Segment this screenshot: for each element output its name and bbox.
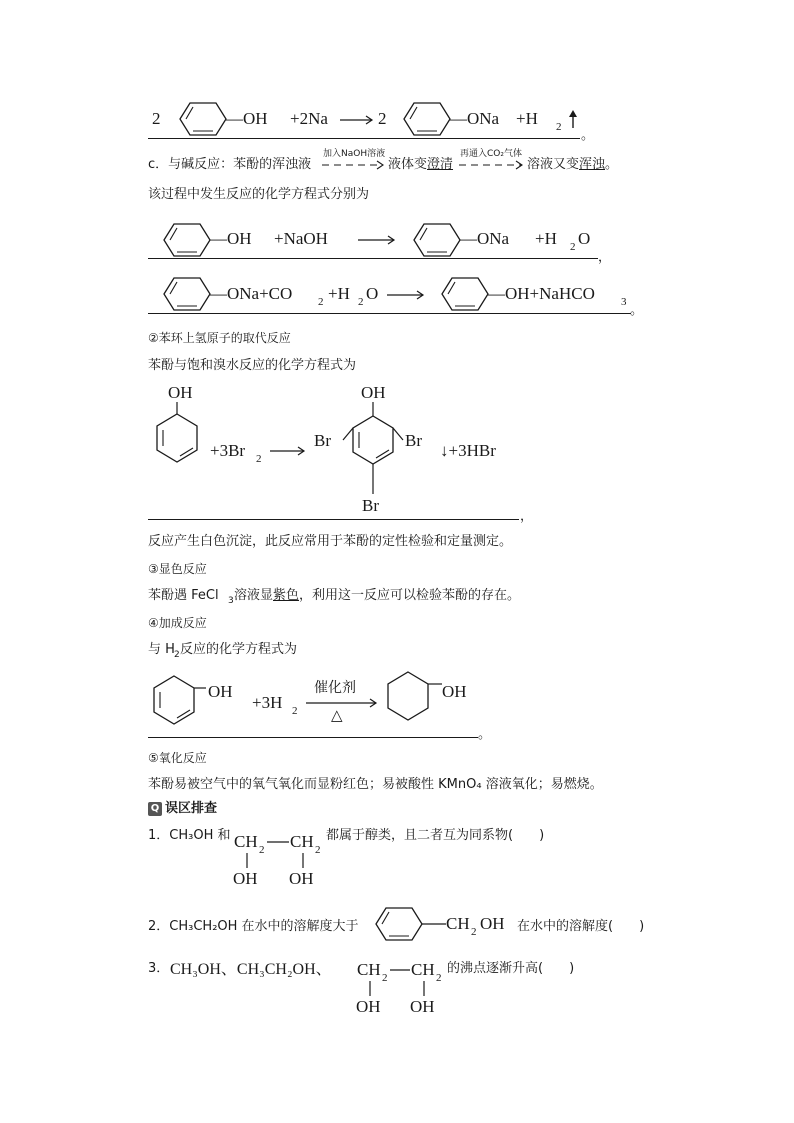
arrow-condition: 再通入CO₂气体	[460, 149, 522, 159]
bond-vertical-icon	[369, 981, 429, 997]
bond-vertical-icon	[246, 853, 306, 869]
formula-ch2: CH	[234, 832, 258, 851]
hydroxyl-label: OH	[168, 383, 193, 402]
question-text: 1．CH₃OH 和	[148, 828, 231, 843]
benzene-ring-icon	[370, 906, 450, 942]
addition-intro-text: 反应的化学方程式为	[180, 642, 298, 657]
section-heading-oxidation: ⑤氧化反应	[148, 751, 207, 765]
equation-intro: 该过程中发生反应的化学方程式分别为	[148, 187, 370, 202]
benzene-ring-icon	[434, 276, 494, 312]
hydroxyl-group: —OH	[210, 229, 252, 248]
answer-underline	[148, 737, 478, 738]
hydroxyl-group: —OH	[226, 109, 268, 128]
subscript: 2	[382, 972, 388, 984]
subscript: 2	[358, 296, 364, 308]
subscript: 2	[556, 121, 562, 133]
color-text: 溶液显	[234, 588, 274, 603]
hydroxyl-label: OH	[233, 869, 258, 888]
section-heading-substitution: ②苯环上氢原子的取代反应	[148, 331, 291, 345]
answer-underline	[148, 519, 519, 520]
water-product: +H	[535, 229, 557, 248]
color-text: ，利用这一反应可以检验苯酚的存在。	[299, 588, 521, 603]
hydroxyl-label: OH	[208, 682, 233, 701]
reagent-bromine: +3Br	[210, 441, 246, 460]
observation: 溶液又变	[527, 157, 580, 172]
formula-ch2oh: CH	[446, 914, 470, 933]
section-heading-color: ③显色反应	[148, 562, 207, 576]
formula-alcohols: CH₃OH、CH₃CH₂OH、	[170, 961, 332, 978]
sodium-phenoxide-group: —ONa	[460, 229, 510, 248]
review-heading: 误区排查	[165, 801, 218, 816]
section-heading-addition: ④加成反应	[148, 616, 207, 630]
formula-ch2: CH	[357, 960, 381, 979]
answer-turbid: 浑浊	[579, 157, 606, 172]
formula-ch2oh: OH	[480, 914, 505, 933]
answer-underline	[148, 258, 598, 259]
question-number: 3．	[148, 961, 170, 976]
arrow-right-icon	[340, 116, 374, 124]
benzene-ring-icon	[406, 222, 466, 258]
punctuation: ，	[598, 250, 612, 265]
coefficient: 2	[378, 109, 387, 128]
coefficient: 2	[152, 109, 161, 128]
oxidation-text: 苯酚易被空气中的氧气氧化而显粉红色；易被酸性 KMnO₄ 溶液氧化；易燃烧。	[148, 777, 603, 792]
hydrogen-product: +H	[516, 109, 538, 128]
formula-ch2: CH	[411, 960, 435, 979]
precipitate-and-hbr: ↓+3HBr	[440, 441, 496, 460]
subscript: 2	[436, 972, 442, 984]
tribromophenol-structure-icon	[333, 402, 413, 498]
alkali-prefix: c．与碱反应：苯酚的浑浊液	[148, 157, 312, 172]
reactants: O	[366, 284, 379, 303]
arrow-right-icon	[387, 291, 425, 299]
hydroxyl-label: OH	[356, 997, 381, 1016]
heat-symbol: △	[331, 706, 343, 724]
hydroxyl-label: OH	[410, 997, 435, 1016]
products: —OH+NaHCO	[488, 284, 595, 303]
reagent: +NaOH	[274, 229, 328, 248]
substitution-note: 反应产生白色沉淀，此反应常用于苯酚的定性检验和定量测定。	[148, 534, 513, 549]
water-product: O	[578, 229, 591, 248]
answer-underline	[148, 313, 631, 314]
hydroxyl-label: OH	[442, 682, 467, 701]
arrow-right-icon	[358, 236, 396, 244]
subscript: 2	[174, 650, 180, 660]
question-text: 的沸点逐渐升高( )	[447, 961, 575, 976]
benzene-ring-icon	[156, 222, 216, 258]
punctuation: ，	[520, 509, 534, 524]
arrow-right-icon	[270, 447, 306, 455]
reagent: +2Na	[290, 109, 328, 128]
answer-underline	[148, 138, 580, 139]
question-text: 2．CH₃CH₂OH 在水中的溶解度大于	[148, 919, 359, 934]
observation: 液体变	[388, 157, 428, 172]
bond-line-icon	[390, 969, 410, 971]
hydroxyl-label: OH	[289, 869, 314, 888]
reactants: —ONa+CO	[210, 284, 293, 303]
cyclohexane-ring-icon	[384, 668, 448, 732]
arrow-condition: 加入NaOH溶液	[323, 149, 386, 159]
question-badge-icon: Q	[148, 802, 162, 816]
punctuation: 。	[605, 157, 619, 172]
subscript: 3	[228, 596, 234, 606]
color-text: 苯酚遇 FeCl	[148, 588, 219, 603]
phenol-structure-icon	[148, 672, 208, 734]
subscript: 2	[292, 705, 298, 717]
benzene-ring-icon	[156, 276, 216, 312]
benzene-ring-icon	[396, 101, 456, 137]
question-text: 在水中的溶解度( )	[517, 919, 645, 934]
question-text: 都属于醇类，且二者互为同系物( )	[326, 828, 545, 843]
subscript: 2	[570, 241, 576, 253]
answer-purple: 紫色	[273, 588, 300, 603]
subscript: 2	[259, 844, 265, 856]
phenol-structure-icon	[155, 402, 201, 474]
bromo-label: Br	[314, 431, 331, 450]
answer-clear: 澄清	[427, 157, 454, 172]
bromo-label: Br	[362, 496, 379, 515]
formula-ch2: CH	[290, 832, 314, 851]
punctuation: 。	[581, 128, 595, 143]
subscript: 2	[318, 296, 324, 308]
bromo-label: Br	[405, 431, 422, 450]
sodium-phenoxide-group: —ONa	[450, 109, 500, 128]
reactants: +H	[328, 284, 350, 303]
hydroxyl-label: OH	[361, 383, 386, 402]
bond-line-icon	[267, 841, 289, 843]
dashed-arrow-icon	[322, 161, 386, 169]
dashed-arrow-icon	[459, 161, 525, 169]
subscript: 2	[471, 926, 477, 938]
punctuation: 。	[478, 727, 492, 742]
subscript: 2	[256, 453, 262, 465]
gas-up-arrow-icon	[568, 110, 578, 128]
subscript: 3	[621, 296, 627, 308]
reagent-hydrogen: +3H	[252, 693, 283, 712]
punctuation: 。	[630, 303, 644, 318]
addition-intro-text: 与 H	[148, 642, 175, 657]
benzene-ring-icon	[172, 101, 232, 137]
catalyst-label: 催化剂	[314, 680, 356, 696]
substitution-intro: 苯酚与饱和溴水反应的化学方程式为	[148, 358, 357, 373]
subscript: 2	[315, 844, 321, 856]
